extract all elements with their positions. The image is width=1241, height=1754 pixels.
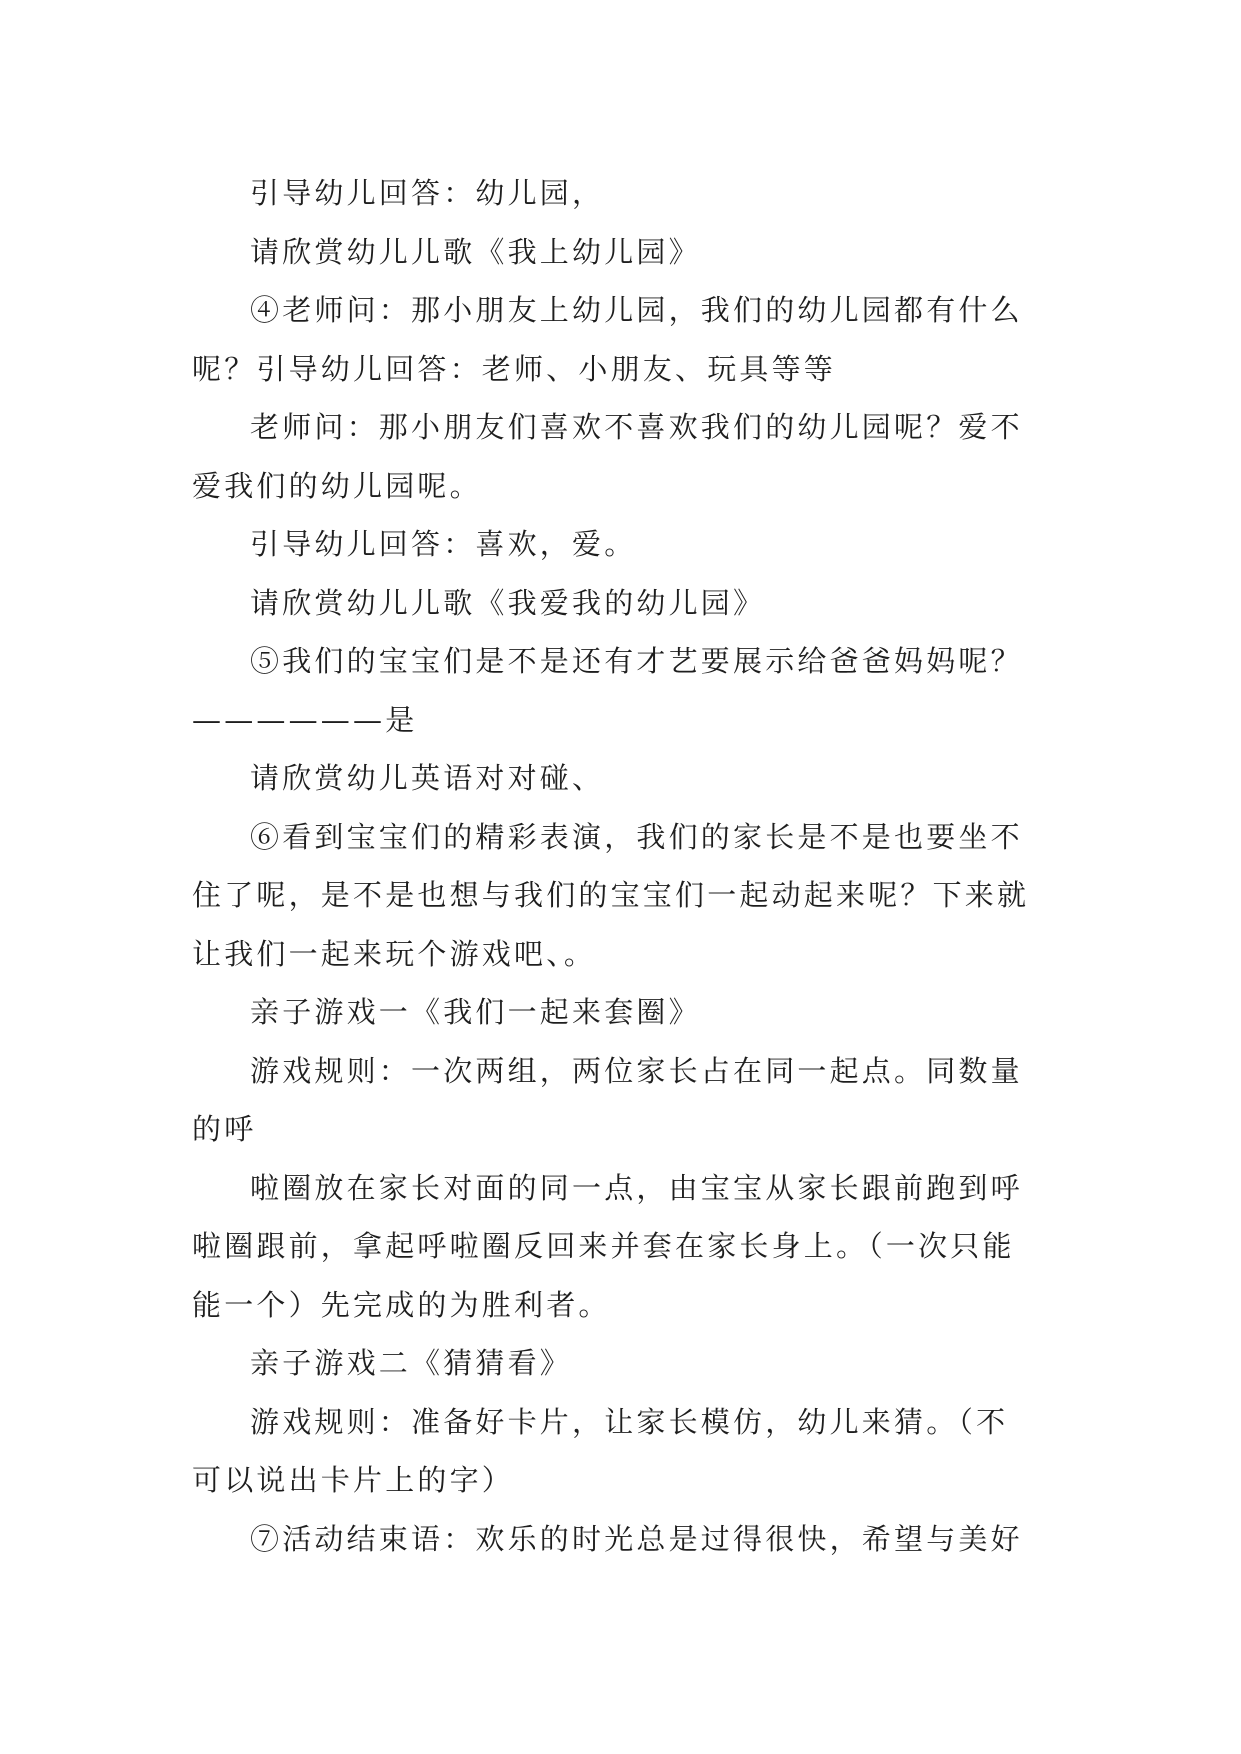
text-line: 啦圈跟前，拿起呼啦圈反回来并套在家长身上。（一次只能 bbox=[192, 1229, 1015, 1263]
text-line: 引导幼儿回答：幼儿园， bbox=[250, 176, 605, 210]
text-line: 让我们一起来玩个游戏吧、。 bbox=[192, 936, 597, 971]
paragraph bbox=[192, 515, 1060, 574]
document-body bbox=[192, 164, 1060, 1568]
text-line: 引导幼儿回答：喜欢，爱。 bbox=[250, 527, 637, 561]
paragraph bbox=[192, 1159, 1060, 1335]
paragraph bbox=[192, 164, 1060, 223]
paragraph bbox=[192, 223, 1060, 282]
paragraph bbox=[192, 574, 1060, 633]
text-line: ⑦活动结束语：欢乐的时光总是过得很快，希望与美好 bbox=[250, 1521, 1023, 1556]
text-line: 游戏规则：准备好卡片，让家长模仿，幼儿来猜。（不 bbox=[250, 1404, 1009, 1439]
text-line: 请欣赏幼儿儿歌《我上幼儿园》 bbox=[250, 234, 701, 269]
paragraph bbox=[192, 398, 1060, 515]
text-line: 的呼 bbox=[192, 1112, 257, 1146]
text-line: 游戏规则：一次两组，两位家长占在同一起点。同数量 bbox=[250, 1053, 1023, 1088]
text-line: ⑥看到宝宝们的精彩表演，我们的家长是不是也要坐不 bbox=[250, 819, 1023, 854]
paragraph bbox=[192, 1042, 1060, 1159]
paragraph bbox=[192, 983, 1060, 1042]
text-line: ④老师问：那小朋友上幼儿园，我们的幼儿园都有什么 bbox=[250, 293, 1023, 327]
text-line: 请欣赏幼儿英语对对碰、 bbox=[250, 761, 605, 795]
text-line: 亲子游戏二《猜猜看》 bbox=[250, 1346, 573, 1380]
text-line: 可以说出卡片上的字） bbox=[192, 1463, 515, 1497]
paragraph bbox=[192, 632, 1060, 749]
paragraph bbox=[192, 1393, 1060, 1510]
paragraph bbox=[192, 749, 1060, 808]
text-line: 亲子游戏一《我们一起来套圈》 bbox=[250, 995, 701, 1029]
paragraph bbox=[192, 808, 1060, 984]
text-line: 啦圈放在家长对面的同一点，由宝宝从家长跟前跑到呼 bbox=[250, 1170, 1023, 1205]
text-line: ——————是 bbox=[192, 702, 418, 737]
text-line: 爱我们的幼儿园呢。 bbox=[192, 468, 482, 503]
paragraph bbox=[192, 1334, 1060, 1393]
text-line: 呢？引导幼儿回答：老师、小朋友、玩具等等 bbox=[192, 351, 837, 386]
text-line: 请欣赏幼儿儿歌《我爱我的幼儿园》 bbox=[250, 585, 766, 620]
paragraph bbox=[192, 281, 1060, 398]
text-line: 老师问：那小朋友们喜欢不喜欢我们的幼儿园呢？爱不 bbox=[250, 410, 1023, 444]
paragraph bbox=[192, 1510, 1060, 1569]
text-line: 能一个）先完成的为胜利者。 bbox=[192, 1287, 611, 1322]
text-line: ⑤我们的宝宝们是不是还有才艺要展示给爸爸妈妈呢？ bbox=[250, 644, 1023, 678]
text-line: 住了呢，是不是也想与我们的宝宝们一起动起来呢？下来就 bbox=[192, 878, 1030, 912]
